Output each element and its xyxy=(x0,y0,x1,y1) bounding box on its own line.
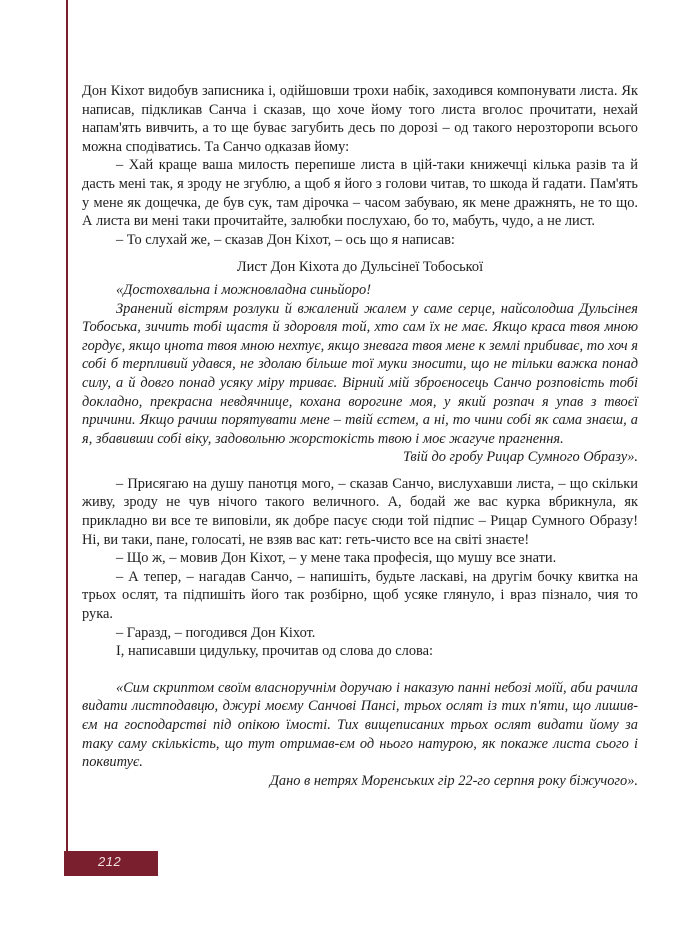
paragraph-2: – Хай краще ваша милость перепише листа в цій-таки книжечці кілька разів та й дасть мені так, я зроду не згублю, а щоб я його з голови читав, то шкода й гадати. Пам'ять у мене як дощечка, де був сук, там дірочка – часом забуваю, як мене дражнять, не то що. А листа ви мені таки прочитайте, залюбки послухаю, бо то, мабуть, чудо, а не лист. xyxy=(82,157,638,230)
note-body: «Сим скриптом своїм власноручнім доручаю і наказую панні небозі моїй, аби рачила видати листподавцю, джурі моєму Санчові Пансі, трьох ослят із тих п'яти, що лишив-єм на господарстві під опікою їмості. Тих вищеписаних трьох ослят видати йому за таку саму скількість, що тут отримав-єм од нього натурою, як покаже листа сього і поквитує. xyxy=(82,679,638,771)
paragraph-7: – Гаразд, – погодився Дон Кіхот. xyxy=(116,624,316,641)
paragraph-8: І, написавши цидульку, прочитав од слова до слова: xyxy=(116,643,434,660)
letter-block xyxy=(82,281,638,467)
margin-rule xyxy=(66,0,68,862)
note-block xyxy=(82,679,638,791)
spacer xyxy=(82,467,638,475)
letter-signature: Твій до гробу Рицар Сумного Образу». xyxy=(402,449,638,466)
paragraph-5: – Що ж, – мовив Дон Кіхот, – у мене така професія, що мушу все знати. xyxy=(116,550,557,567)
page-number: 212 xyxy=(98,854,122,869)
paragraph-1: Дон Кіхот видобув записника і, одійшовши трохи набік, заходився компонувати листа. Як написав, підкликав Санча і сказав, що хоче йому того листа вголос прочитати, нехай напам'ять вивчить, а то ще буває загубить десь по дорозі – од такого нерозторопи всього можна сподіватись. Та Санчо одказав йому: xyxy=(82,83,638,155)
paragraph-6: – А тепер, – нагадав Санчо, – напишіть, будьте ласкаві, на другім бочку квитка на трьох ослят, та підпишіть його так розбірно, щоб усяке глянуло, і враз пізнало, чия то рука. xyxy=(82,568,638,623)
paragraph-3: – То слухай же, – сказав Дон Кіхот, – ось що я написав: xyxy=(116,231,455,248)
paragraph-4: – Присягаю на душу панотця мого, – сказав Санчо, вислухавши листа, – що скільки живу, зроду не чув нічого такого величного. А, бодай же вас курка вбрикнула, як прикладно ви все те виповіли, як добре пасує сюди той підпис – Рицар Сумного Образу! Ні, ви таки, пане, голоcaті, не взяв вас кат: геть-чисто все на світі знаєте! xyxy=(82,475,638,548)
note-signature: Дано в нетрях Моренських гір 22-го серпня року біжучого». xyxy=(269,772,638,789)
page-content xyxy=(82,82,638,790)
spacer xyxy=(82,661,638,679)
letter-heading: Лист Дон Кіхота до Дульсінеї Тобоської xyxy=(236,259,484,276)
letter-body: Зранений вістрям розлуки й вжалений жалем у саме серце, найсолодша Дульсінея Тобоська, зичить тобі щастя й здоровля той, хто сам їх не має. Якщо краса твоя мною гордує, якщо цнота твоя мною нехтує, якщо зневага твоя мене к землі прибиває, то хоч я собі б терпливий удався, не здолаю більше тої муки зносити, що не тільки важка понад силу, а й довго понад усяку міру триває. Вірний мій зброєносець Санчо розповість тобі докладно, прекрасна невдячнице, кохана ворогине моя, у який розпач я упав з твоєї причини. Якщо рачиш порятувати мене – твій єстем, а ні, то чини собі як сама знаєш, а я, збавивши собі віку, задовольню жорстокість твою і моє жагуче прагнення. xyxy=(82,300,638,447)
letter-greeting: «Достохвальна і можновладна синьйоро! xyxy=(116,281,372,298)
